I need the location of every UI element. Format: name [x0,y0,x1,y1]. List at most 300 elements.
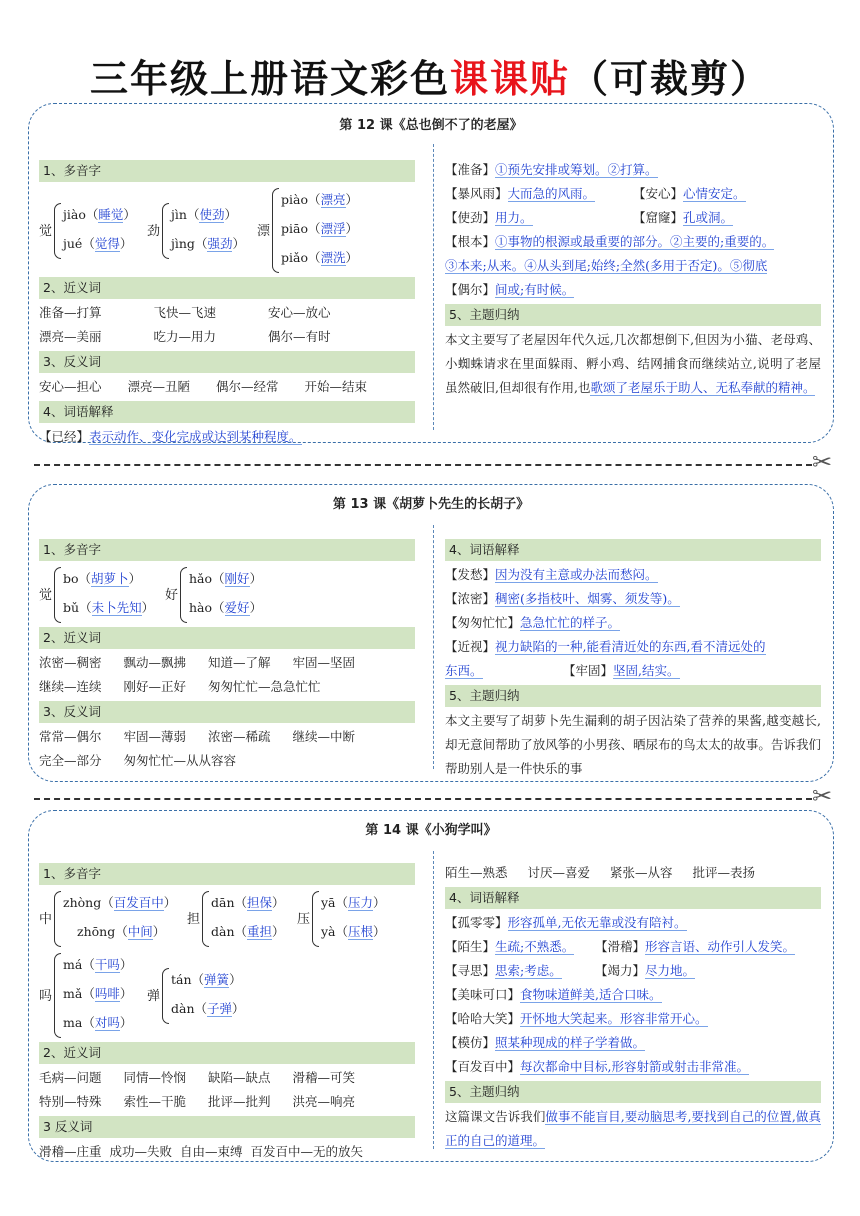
page-title: 三年级上册语文彩色课课贴（可裁剪） [89,57,771,101]
definition-item [445,663,483,679]
definition-row [39,425,415,449]
definition-item [633,182,746,206]
pinyin: piào [281,192,308,207]
example-word: 担保 [247,895,273,910]
section-header: 5、主题归纳 [445,685,821,707]
definition-item [39,429,302,445]
example-word: 重担 [247,924,273,939]
example-word: 百发百中 [113,895,164,910]
word-pair-row [39,651,415,675]
brace-shape [312,891,319,947]
paren: （ [307,192,321,207]
lesson-card-13 [28,484,834,782]
definition-item [445,210,533,226]
term-bracket: 】 [507,615,521,630]
paren: （ [82,1015,95,1030]
section-header: 5、主题归纳 [445,304,821,326]
definition-row [445,278,821,302]
definition-item [445,591,680,607]
word-pair: 常常—偶尔 [39,729,102,744]
lesson-title: 第 13 课《胡萝卜先生的长胡子》 [332,497,530,512]
pinyin: piǎo [281,250,308,265]
paren: ） [123,206,136,222]
paren: （ [85,206,99,222]
paren: （ [79,600,92,615]
polyphone-reading [189,567,262,591]
polyphone-reading [63,203,136,227]
polyphone-row [39,563,415,625]
pinyin: jiào [63,206,86,222]
definition-item [445,615,620,631]
word-pair: 特别—特殊 [39,1094,102,1109]
brace-shape [54,953,61,1038]
term-bracket: 】 [632,939,646,954]
word-pair: 百发百中—无的放矢 [250,1144,364,1159]
term-bracket: 】 [507,987,521,1002]
example-word: 压力 [348,895,374,910]
word-pair: 漂亮—丑陋 [127,379,191,394]
definition: 坚固,结实。 [613,663,680,678]
definition-item [633,206,733,230]
word-pair: 滑稽—可笑 [292,1070,356,1085]
word-pair-row [39,375,415,399]
polyphone-reading [281,246,358,270]
term: 孤零零 [457,915,496,930]
word-pair: 准备—打算 [39,305,102,320]
paren: ） [373,895,386,910]
definition: 急急忙忙的样子。 [520,615,621,630]
term-bracket: 【 [633,210,646,225]
word-pair: 成功—失败 [109,1144,173,1159]
definition-row [445,206,821,230]
word-pair: 洪亮—响亮 [292,1094,356,1109]
term: 使劲 [457,210,483,225]
section-header: 3、反义词 [39,351,415,373]
example-word: 觉得 [94,235,120,251]
word-pair: 飞快—飞速 [153,305,217,320]
term: 哈哈大笑 [457,1011,508,1026]
definition: 表示动作、变化完成或达到某种程度。 [89,429,302,444]
definition-item [595,959,695,983]
pinyin: bo [63,571,79,586]
paren: （ [234,924,248,939]
term-bracket: 】 [482,639,496,654]
paren: （ [115,924,128,939]
word-pair: 滑稽—庄重 [39,1144,102,1159]
term-bracket: 【 [633,186,646,201]
summary-plain: 本文主要写了胡萝卜先生漏剩的胡子因沾染了营养的果酱,越变越长,却无意间帮助了放风筝的小男孩、晒尿布的鸟太太的故事。告诉我们帮助别人是一件快乐的事 [445,713,821,776]
term-bracket: 【 [39,429,52,444]
word-pair: 完全—部分 [39,753,102,768]
section-header: 4、词语解释 [39,401,415,423]
term: 安心 [645,186,671,201]
definition-item [445,1035,645,1051]
definition: 用力。 [495,210,533,225]
summary-highlight: 歌颂了老屋乐于助人、无私奉献的精神。 [590,380,816,395]
definition: 照某种现成的样子学着做。 [495,1035,646,1050]
paren: （ [101,895,114,910]
pinyin: dàn [171,1000,195,1016]
polyphone-reading [63,232,132,256]
term-bracket: 【 [445,939,458,954]
definition-row [445,230,821,254]
paren: ） [224,206,237,222]
polyphone-reading [211,891,285,915]
pinyin: mǎ [63,986,83,1001]
definition: 思索;考虑。 [495,963,562,978]
lesson-card-14 [28,810,834,1162]
definition-item [445,939,574,955]
pinyin: tán [171,971,192,987]
word-pair: 浓密—稠密 [39,655,102,670]
word-pair-row [39,749,415,773]
definition: 形容言语、动作引人发笑。 [645,939,796,954]
term-bracket: 【 [445,639,458,654]
definition-row [445,563,821,587]
term: 根本 [457,234,483,249]
example-word: 干吗 [94,957,120,972]
brace-shape [54,567,61,623]
definition: 稠密(多指枝叶、烟雾、须发等)。 [495,591,680,606]
term: 暴风雨 [457,186,496,201]
paren: （ [194,235,208,251]
polyphone-char: 中 [39,912,53,927]
definition-row [445,959,821,983]
paren: （ [191,971,205,987]
word-pair: 匆匆忙忙—从从容容 [123,753,237,768]
definition-item [445,987,662,1003]
definition-row [445,1007,821,1031]
polyphone-reading [189,596,262,620]
definition-item [595,935,795,959]
pinyin: dān [211,895,235,910]
paren: （ [194,1000,208,1016]
term-bracket: 【 [445,282,458,297]
term: 陌生 [457,939,483,954]
example-word: 胡萝卜 [91,571,129,586]
term-bracket: 】 [482,234,496,249]
definition: 心情安定。 [683,186,746,201]
pinyin: zhòng [63,895,102,910]
paren: ） [373,924,386,939]
pinyin: piāo [281,221,308,236]
word-pair: 开始—结束 [304,379,368,394]
definition-item [445,1011,708,1027]
definition-row [445,158,821,182]
paren: ） [119,986,133,1001]
word-pair: 漂亮—美丽 [39,329,102,344]
definition-row [445,254,821,278]
example-word: 压根 [348,924,374,939]
term-bracket: 【 [445,987,458,1002]
term-bracket: 【 [445,615,458,630]
example-word: 中间 [127,924,153,939]
pinyin: má [63,957,83,972]
definition: 开怀地大笑起来。形容非常开心。 [520,1011,708,1026]
cut-line [34,798,812,800]
section-header: 4、词语解释 [445,539,821,561]
pinyin: zhōng [77,924,116,939]
pinyin: yà [321,924,336,939]
paren: （ [78,571,92,586]
paren: （ [234,895,248,910]
definition-item [445,1059,749,1075]
paren: ） [249,600,263,615]
scissors-icon: ✂ [812,448,833,476]
term: 竭力 [607,963,633,978]
term-bracket: 】 [482,162,496,177]
term-bracket: 】 [495,186,508,201]
term-bracket: 】 [482,591,496,606]
term-bracket: 【 [595,963,608,978]
definition-row [445,635,821,659]
definition: 每次都命中目标,形容射箭或射击非常准。 [520,1059,750,1074]
brace-shape [162,203,169,259]
summary-plain: 本文主要写了老屋因年代久远,几次都想倒下,但因为小猫、老母鸡、小蜘蛛请求在里面躲雨、孵小鸡、结网捕食而继续站立,说明了老屋虽然破旧,但却很有作用,也 [445,332,821,395]
definition-item [563,659,680,683]
paren: ） [232,235,245,251]
polyphone-reading [281,217,358,241]
definition-row [445,611,821,635]
column-divider [433,851,434,1149]
definition-row [445,1055,821,1079]
term-bracket: 【 [445,1035,458,1050]
term-bracket: 【 [595,939,608,954]
paren: （ [82,986,95,1001]
word-pair-row [39,725,415,749]
term-bracket: 】 [482,567,496,582]
term-bracket: 【 [445,963,458,978]
term-bracket: 】 [482,282,496,297]
pinyin: ma [63,1015,83,1030]
example-word: 未卜先知 [91,600,142,615]
pinyin: hào [189,600,213,615]
paren: ） [249,571,263,586]
brace-shape [180,567,187,623]
polyphone-reading [321,920,386,944]
definition-item [445,234,774,250]
word-pair-row [39,301,415,325]
example-word: 睡觉 [98,206,124,222]
brace-shape [272,188,279,273]
term-bracket: 【 [445,1059,458,1074]
pinyin: jìng [171,235,195,251]
polyphone-char: 吗 [39,988,53,1004]
paren: ） [345,250,359,265]
term-bracket: 】 [670,186,684,201]
polyphone-reading [63,567,141,591]
term-bracket: 】 [482,1035,496,1050]
section-header: 1、多音字 [39,863,415,885]
definition-item [445,258,767,274]
term: 寻思 [457,963,483,978]
lesson-title: 第 14 课《小狗学叫》 [365,823,497,838]
word-pair: 自由—束缚 [180,1144,243,1159]
term-bracket: 【 [563,663,576,678]
paren: （ [212,571,225,586]
word-pair: 批评—表扬 [692,865,756,880]
word-pair-row [39,325,415,349]
polyphone-char: 漂 [257,223,271,239]
definition: 孔或洞。 [683,210,734,225]
term-bracket: 【 [445,234,458,249]
definition-item [445,639,766,655]
definition-row [445,911,821,935]
polyphone-row [39,887,415,949]
polyphone-reading [171,968,242,992]
definition-row [445,935,821,959]
definition-item [445,963,562,979]
example-word: 子弹 [207,1000,233,1016]
polyphone-reading [171,997,245,1021]
definition-row [445,983,821,1007]
term-bracket: 】 [632,963,646,978]
section-header: 2、近义词 [39,1042,415,1064]
word-pair: 毛病—问题 [39,1070,102,1085]
pinyin: bǔ [63,600,80,615]
word-pair: 吃力—用力 [153,329,217,344]
definition: ①事物的根源或最重要的部分。②主要的;重要的。 [495,234,775,249]
word-pair: 安心—担心 [39,379,102,394]
word-pair: 牢固—坚固 [292,655,356,670]
definition: 间或;有时候。 [495,282,575,297]
term-bracket: 【 [445,186,458,201]
polyphone-char: 压 [297,912,311,927]
polyphone-char: 弹 [147,988,161,1004]
word-pair: 讨厌—喜爱 [527,865,591,880]
paren: （ [186,206,200,222]
term-bracket: 【 [445,591,458,606]
term-bracket: 】 [495,915,508,930]
definition-item [445,567,658,583]
paren: ） [345,221,359,236]
polyphone-char: 劲 [147,223,161,239]
definition-row [445,659,821,683]
section-header: 1、多音字 [39,160,415,182]
definition: 因为没有主意或办法而愁闷。 [495,567,658,582]
term: 已经 [51,429,77,444]
word-pair: 飘动—飘拂 [123,655,187,670]
term: 模仿 [457,1035,483,1050]
definition: 尽力地。 [645,963,696,978]
paren: （ [82,235,95,251]
definition: 视力缺陷的一种,能看清近处的东西,看不清远处的 [495,639,766,654]
section-header: 4、词语解释 [445,887,821,909]
example-word: 使劲 [199,206,225,222]
term-bracket: 】 [507,1011,521,1026]
word-pair: 缺陷—缺点 [208,1070,271,1085]
term-bracket: 】 [670,210,684,225]
paren: ） [119,1015,133,1030]
term-bracket: 】 [507,1059,521,1074]
cut-line [34,464,812,466]
summary-text [445,709,821,781]
example-word: 漂洗 [320,250,346,265]
polyphone-reading [63,891,176,915]
polyphone-reading [63,982,132,1006]
lesson-title: 第 12 课《总也倒不了的老屋》 [339,118,523,133]
term-bracket: 】 [482,963,496,978]
paren: ） [141,600,155,615]
paren: ） [152,924,166,939]
polyphone-row [39,184,415,275]
summary-text [445,1105,821,1153]
term-bracket: 】 [76,429,90,444]
word-pair: 刚好—正好 [123,679,187,694]
polyphone-reading [63,1011,132,1035]
term: 百发百中 [457,1059,508,1074]
polyphone-reading [63,596,154,620]
pinyin: jìn [171,206,187,222]
definition: 大而急的风雨。 [507,186,596,201]
word-pair: 继续—连续 [39,679,102,694]
polyphone-reading [63,953,132,977]
lesson-card-12 [28,103,834,443]
word-pair: 牢固—薄弱 [123,729,187,744]
definition-item [445,186,595,202]
example-word: 强劲 [207,235,233,251]
term: 准备 [457,162,483,177]
paren: （ [307,250,321,265]
paren: ） [272,924,285,939]
word-pair: 安心—放心 [268,305,331,320]
paren: ） [345,192,359,207]
paren: ） [128,571,142,586]
word-pair-row [39,675,415,699]
word-pair: 陌生—熟悉 [445,865,508,880]
definition-row [445,1031,821,1055]
example-word: 对吗 [94,1015,120,1030]
definition: ①预先安排或筹划。②打算。 [495,162,658,177]
definition-row [445,182,821,206]
word-pair: 匆匆忙忙—急急忙忙 [208,679,321,694]
paren: ） [229,971,242,987]
paren: ） [119,957,133,972]
word-pair: 浓密—稀疏 [208,729,271,744]
term: 牢固 [575,663,601,678]
term: 偶尔 [457,282,483,297]
paren: ） [232,1000,245,1016]
polyphone-char: 担 [187,912,201,927]
polyphone-char: 觉 [39,588,53,603]
definition-row [445,587,821,611]
term-bracket: 】 [482,939,496,954]
paren: ） [119,235,133,251]
summary-plain: 这篇课文告诉我们 [445,1109,546,1124]
scissors-icon: ✂ [812,782,833,810]
definition: ③本来;从来。④从头到尾;始终;全然(多用于否定)。⑤彻底 [445,258,768,273]
term-bracket: 【 [445,567,458,582]
definition: 食物味道鲜美,适合口味。 [520,987,662,1002]
polyphone-reading [77,920,165,944]
word-pair: 偶尔—经常 [216,379,279,394]
word-pair-row [39,1066,415,1090]
paren: ） [163,895,177,910]
pinyin: yā [321,895,336,910]
column-divider [433,144,434,430]
term-bracket: 【 [445,1011,458,1026]
section-header: 2、近义词 [39,277,415,299]
word-pair-row [445,861,821,885]
paren: （ [82,957,95,972]
term: 滑稽 [607,939,633,954]
example-word: 漂浮 [320,221,346,236]
term-bracket: 】 [600,663,614,678]
definition-item [445,915,687,931]
brace-shape [162,968,169,1024]
definition-item [445,162,658,178]
polyphone-reading [321,891,386,915]
